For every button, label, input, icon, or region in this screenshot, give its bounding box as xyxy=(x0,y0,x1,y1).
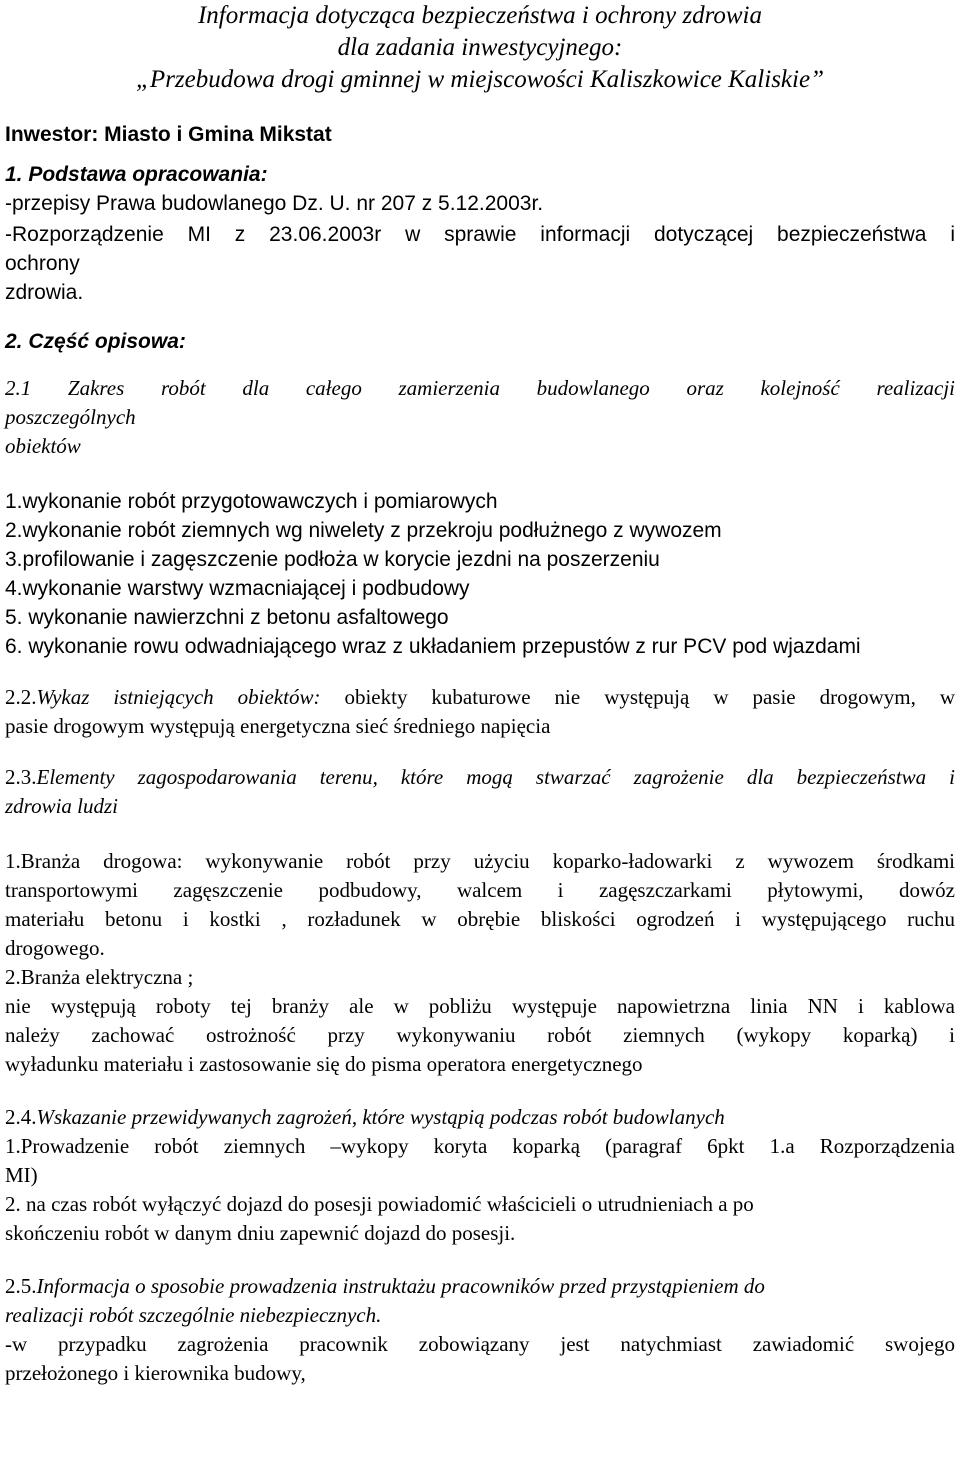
section-1-line-3: ochrony xyxy=(5,252,80,275)
section-2-4-line-4: skończeniu robót w danym dniu zapewnić dojazd do posesji. xyxy=(5,1221,516,1245)
branza-drogowa-line-2: transportowymi zagęszczenie podbudowy, walcem i zagęszczarkami płytowymi, dowóz xyxy=(5,878,955,902)
section-2-2-line-2: pasie drogowym występują energetyczna sieć średniego napięcia xyxy=(5,714,551,738)
section-2-5-label: 2.5. xyxy=(5,1274,37,1298)
branza-drogowa-line-1: 1.Branża drogowa: wykonywanie robót przy użyciu koparko-ładowarki z wywozem środkami xyxy=(5,849,955,873)
works-item-1: 1.wykonanie robót przygotowawczych i pomiarowych xyxy=(5,490,498,513)
section-2-1-line-2: poszczególnych xyxy=(5,405,136,429)
section-1-line-1: -przepisy Prawa budowlanego Dz. U. nr 207 z 5.12.2003r. xyxy=(5,192,544,215)
section-2-4-label: 2.4. xyxy=(5,1105,37,1129)
section-2-2-line-1 xyxy=(5,683,955,712)
branza-drogowa-line-3: materiału betonu i kostki , rozładunek w obrębie bliskości ogrodzeń i występującego ruchu xyxy=(5,907,955,931)
document-page xyxy=(5,0,955,1388)
section-2-3-line-2: zdrowia ludzi xyxy=(5,794,118,818)
section-2-3-heading: Elementy zagospodarowania terenu, które mogą stwarzać zagrożenie dla bezpieczeństwa i xyxy=(36,765,955,789)
section-2-1-line-3: obiektów xyxy=(5,434,81,458)
section-2-5-heading: Informacja o sposobie prowadzenia instruktażu pracowników przed przystąpieniem do xyxy=(36,1274,765,1298)
branza-drogowa-line-4: drogowego. xyxy=(5,936,105,960)
branza-elektryczna-line-1: nie występują roboty tej branży ale w pobliżu występuje napowietrzna linia NN i kablowa xyxy=(5,994,955,1018)
branza-drogowa xyxy=(5,847,955,963)
section-2-4-line-3: 2. na czas robót wyłączyć dojazd do posesji powiadomić właścicieli o utrudnieniach a po xyxy=(5,1192,754,1216)
section-2-5-body-1: -w przypadku zagrożenia pracownik zobowiązany jest natychmiast zawiadomić swojego xyxy=(5,1332,955,1356)
section-2-3-label: 2.3. xyxy=(5,765,37,789)
section-2-4-line-1: 1.Prowadzenie robót ziemnych –wykopy koryta koparką (paragraf 6pkt 1.a Rozporządzenia xyxy=(5,1134,955,1158)
branza-elektryczna xyxy=(5,992,955,1079)
works-list xyxy=(5,487,955,661)
section-2-4-line-2: MI) xyxy=(5,1163,38,1187)
document-title xyxy=(5,0,955,96)
section-2-3-line-1 xyxy=(5,763,955,792)
section-2-4-heading: Wskazanie przewidywanych zagrożeń, które wystąpią podczas robót budowlanych xyxy=(36,1105,725,1129)
branza-elektryczna-line-3: wyładunku materiału i zastosowanie się do pisma operatora energetycznego xyxy=(5,1052,643,1076)
section-2-2-label: 2.2. xyxy=(5,685,37,709)
branza-elektryczna-line-2: należy zachować ostrożność przy wykonywaniu robót ziemnych (wykopy koparką) i xyxy=(5,1023,955,1047)
section-1-line-4: zdrowia. xyxy=(5,281,84,304)
investor-line: Inwestor: Miasto i Gmina Mikstat xyxy=(5,123,332,146)
section-2-5-line-2: realizacji robót szczególnie niebezpiecznych. xyxy=(5,1303,382,1327)
title-line-1: Informacja dotycząca bezpieczeństwa i ochrony zdrowia xyxy=(197,2,763,29)
section-2-4-heading-line xyxy=(5,1103,955,1132)
title-line-3: „Przebudowa drogi gminnej w miejscowości Kaliszkowice Kaliskie” xyxy=(136,66,824,93)
branza-elektryczna-heading: 2.Branża elektryczna ; xyxy=(5,965,194,989)
title-line-2: dla zadania inwestycyjnego: xyxy=(337,34,623,61)
section-2-5-body-2: przełożonego i kierownika budowy, xyxy=(5,1361,306,1385)
section-1-line-2: -Rozporządzenie MI z 23.06.2003r w sprawie informacji dotyczącej bezpieczeństwa i xyxy=(5,223,955,246)
section-2-1-line-1: 2.1 Zakres robót dla całego zamierzenia budowlanego oraz kolejność realizacji xyxy=(5,376,955,400)
section-2-heading: 2. Część opisowa: xyxy=(5,330,186,353)
works-item-3: 3.profilowanie i zagęszczenie podłoża w korycie jezdni na poszerzeniu xyxy=(5,548,660,571)
works-item-2: 2.wykonanie robót ziemnych wg niwelety z przekroju podłużnego z wywozem xyxy=(5,519,722,542)
section-1-heading: 1. Podstawa opracowania: xyxy=(5,163,268,186)
works-item-4: 4.wykonanie warstwy wzmacniającej i podbudowy xyxy=(5,577,470,600)
section-2-2-text: obiekty kubaturowe nie występują w pasie drogowym, w xyxy=(320,685,956,709)
works-item-6: 6. wykonanie rowu odwadniającego wraz z układaniem przepustów z rur PCV pod wjazdami xyxy=(5,635,861,658)
section-2-2-heading: Wykaz istniejących obiektów: xyxy=(36,685,321,709)
works-item-5: 5. wykonanie nawierzchni z betonu asfaltowego xyxy=(5,606,449,629)
section-2-5-heading-line xyxy=(5,1272,955,1301)
